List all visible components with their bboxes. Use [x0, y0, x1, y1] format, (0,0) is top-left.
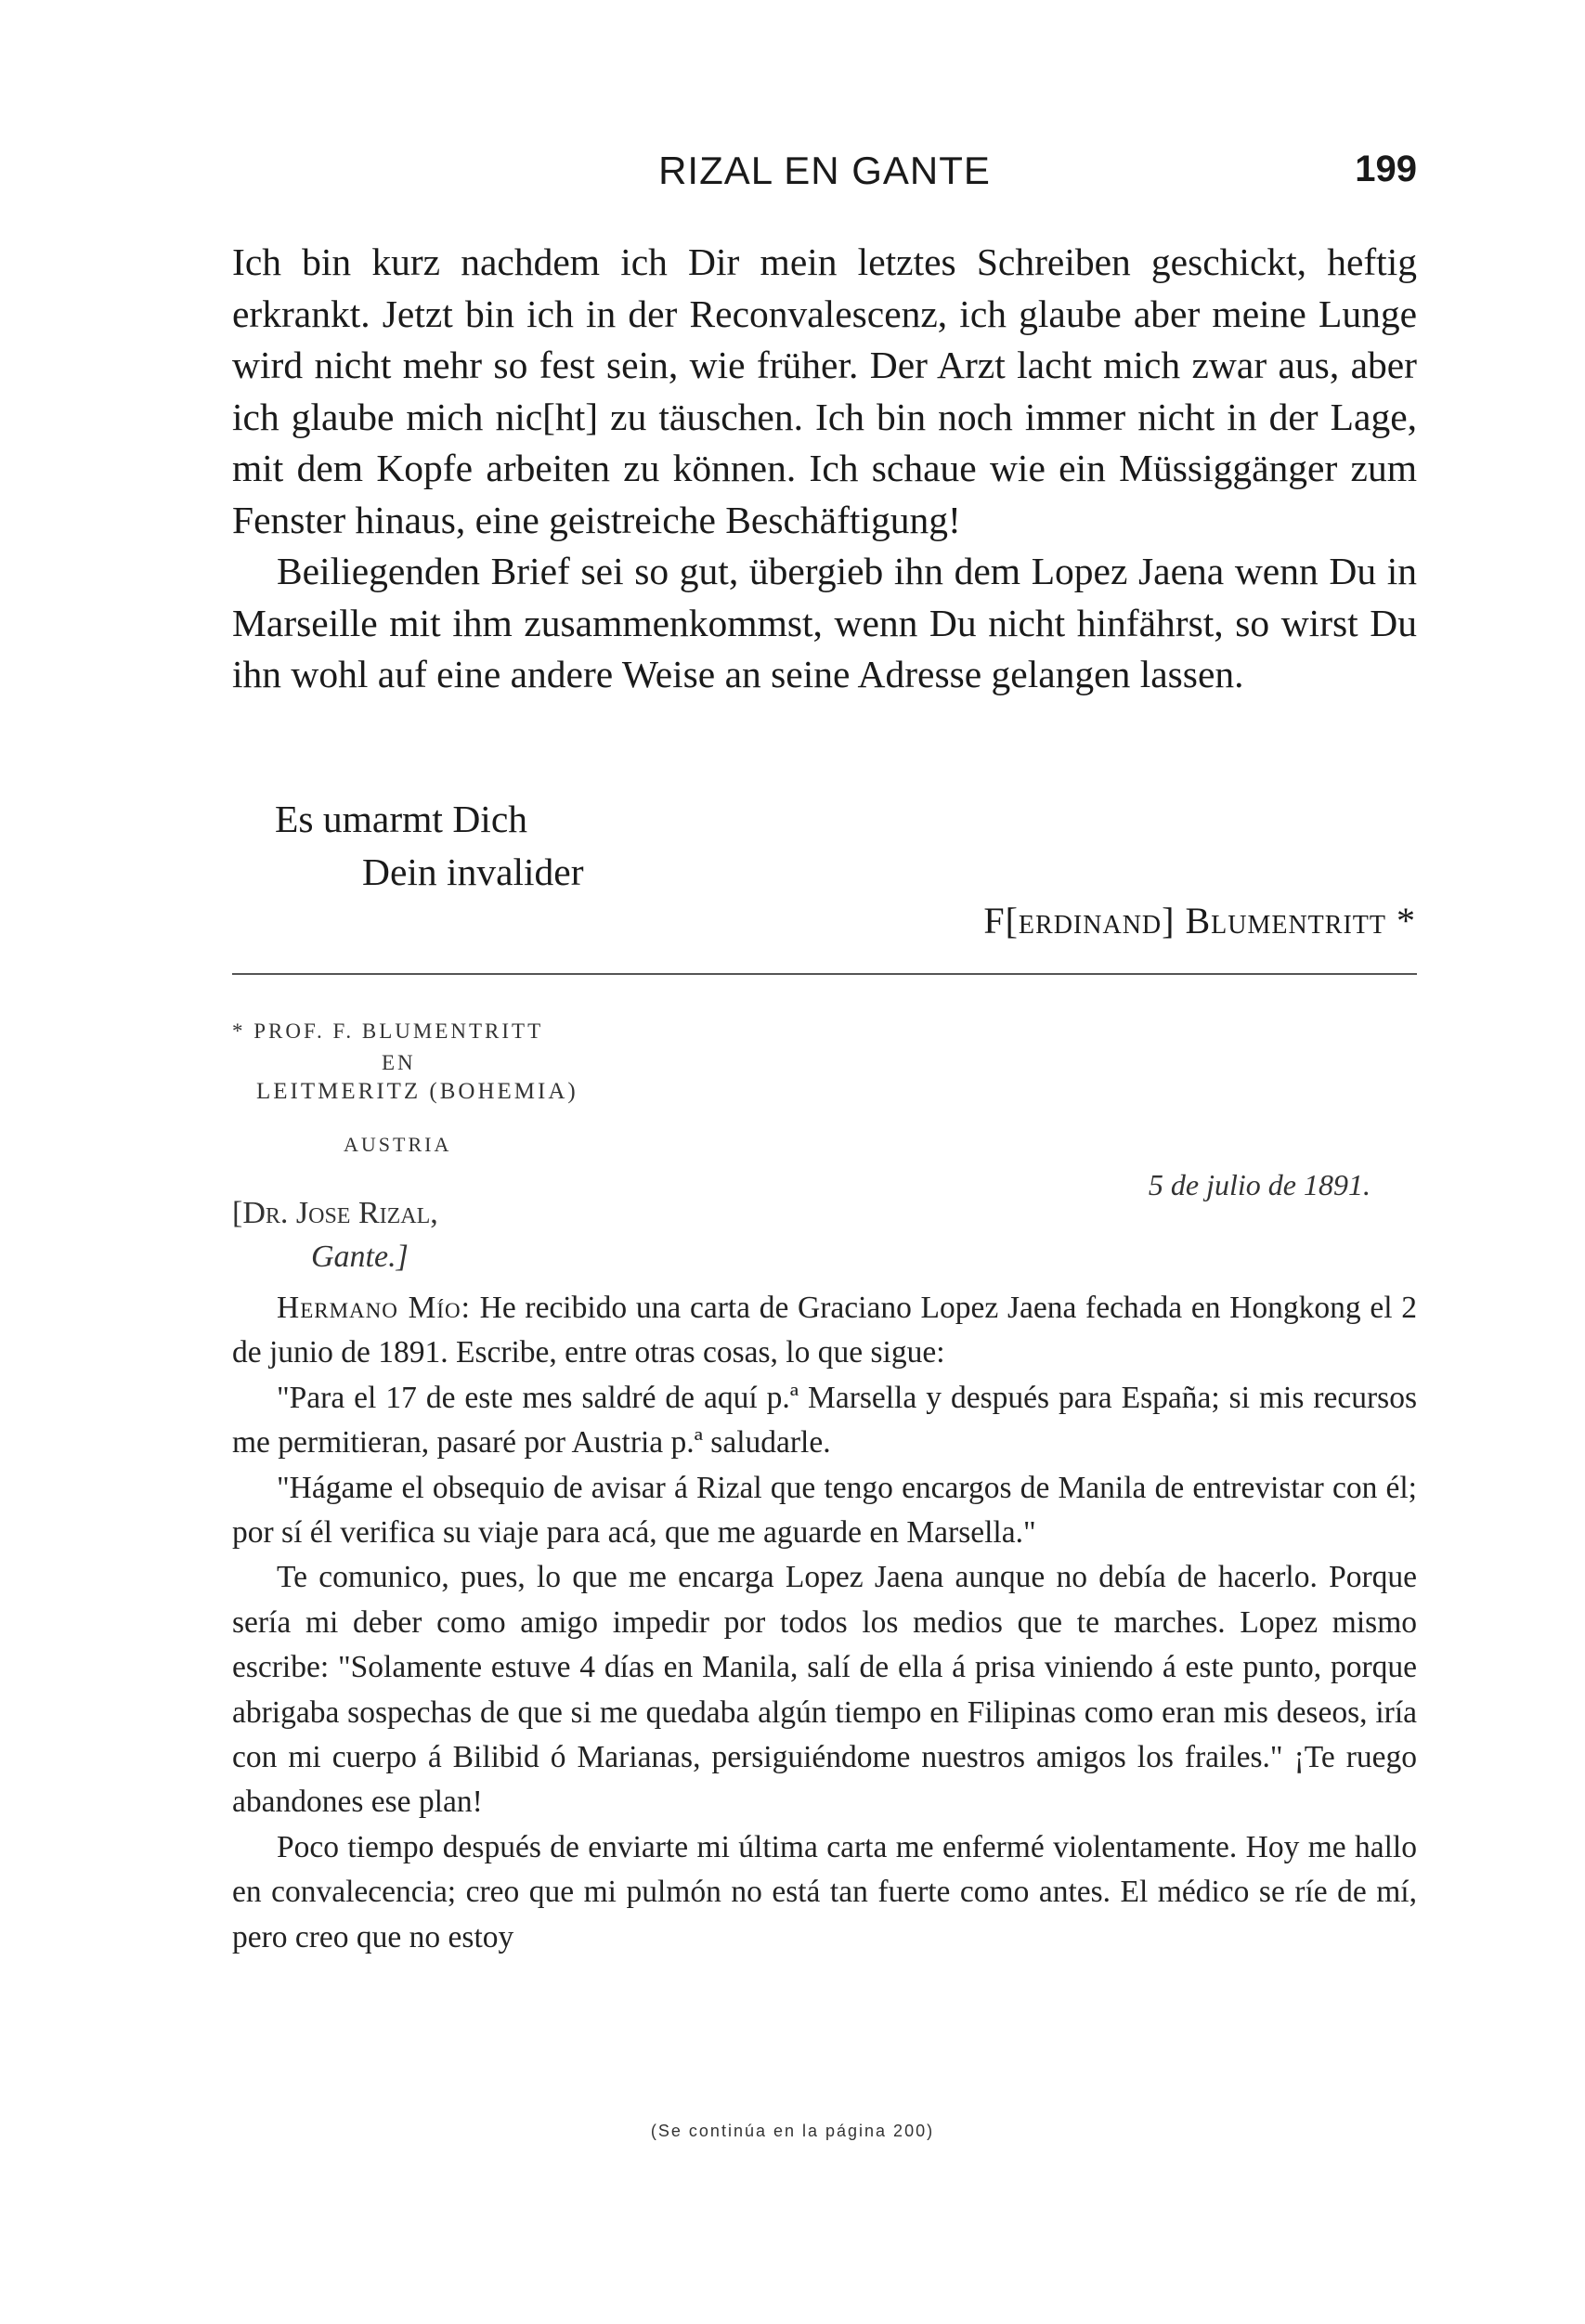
german-closing-line-2: Dein invalider [362, 850, 584, 893]
recipient-line-2: Gante.] [311, 1240, 409, 1274]
german-letter-body [232, 237, 1417, 701]
german-closing-line-1: Es umarmt Dich [275, 798, 527, 840]
spanish-paragraph-2: "Para el 17 de este mes saldré de aquí p.ª Marsella y después para España; si mis recursos me permitieran, pasaré por Austria p.ª saludarle. [232, 1380, 1417, 1461]
page-number: 199 [1355, 149, 1417, 189]
recipient-line-1: [Dr. Jose Rizal, [232, 1196, 438, 1230]
sender-address-line-2: EN [382, 1051, 416, 1074]
spanish-paragraph-4: Te comunico, pues, lo que me encarga Lopez Jaena aunque no debía de hacerlo. Porque sería mi deber como amigo impedir por todos los medios que te marches. Lopez mismo escribe: "Solamente estuve 4 días en Manila, salí de ella á prisa viniendo á este punto, porque abrigaba sospechas de que si me quedaba algún tiempo en Filipinas como eran mis deseos, iría con mi cuerpo á Bilibid ó Marianas, persiguiéndome nuestros amigos los frailes." ¡Te ruego abandones ese plan! [232, 1560, 1417, 1820]
sender-address-line-1: * PROF. F. BLUMENTRITT [232, 1019, 544, 1043]
sender-address-line-4: AUSTRIA [344, 1133, 452, 1156]
salutation: Hermano Mío: [277, 1291, 471, 1325]
continued-note: (Se continúa en la página 200) [650, 2122, 935, 2140]
spanish-paragraph-3: "Hágame el obsequio de avisar á Rizal que tengo encargos de Manila de entrevistar con él; por sí él verifica su viaje para acá, que me aguarde en Marsella." [232, 1470, 1417, 1551]
running-title: RIZAL EN GANTE [658, 149, 991, 192]
letter-date: 5 de julio de 1891. [1148, 1168, 1371, 1201]
german-paragraph-1: Ich bin kurz nachdem ich Dir mein letztes Schreiben geschickt, heftig erkrankt. Jetzt bin ich in der Reconvalescenz, ich glaube aber meine Lunge wird nicht mehr so fest sein, wie früher. Der Arzt lacht mich zwar aus, aber ich glaube mich nic[ht] zu täuschen. Ich bin noch immer nicht in der Lage, mit dem Kopfe arbeiten zu können. Ich schaue wie ein Müssiggänger zum Fenster hinaus, eine geistreiche Beschäftigung! [232, 240, 1417, 541]
spanish-translation-body [232, 1286, 1417, 1960]
spanish-paragraph-1 [232, 1286, 1417, 1376]
spanish-paragraph-1-text: He recibido una carta de Graciano Lopez Jaena fechada en Hongkong el 2 de junio de 1891. Escribe, entre otras cosas, lo que sigue: [232, 1291, 1417, 1370]
sender-address-line-3: LEITMERITZ (BOHEMIA) [256, 1079, 578, 1104]
running-header [232, 149, 1417, 204]
signature: F[erdinand] Blumentritt * [983, 900, 1416, 941]
footnote-separator [232, 973, 1417, 975]
spanish-paragraph-5: Poco tiempo después de enviarte mi última carta me enfermé violentamente. Hoy me hallo en convalecencia; creo que mi pulmón no está tan fuerte como antes. El médico se ríe de mí, pero creo que no estoy [232, 1829, 1417, 1954]
german-paragraph-2: Beiliegenden Brief sei so gut, übergieb ihn dem Lopez Jaena wenn Du in Marseille mit ihm zusammenkommst, wenn Du nicht hinfährst, so wirst Du ihn wohl auf eine andere Weise an seine Adresse gelangen lassen. [232, 550, 1417, 695]
